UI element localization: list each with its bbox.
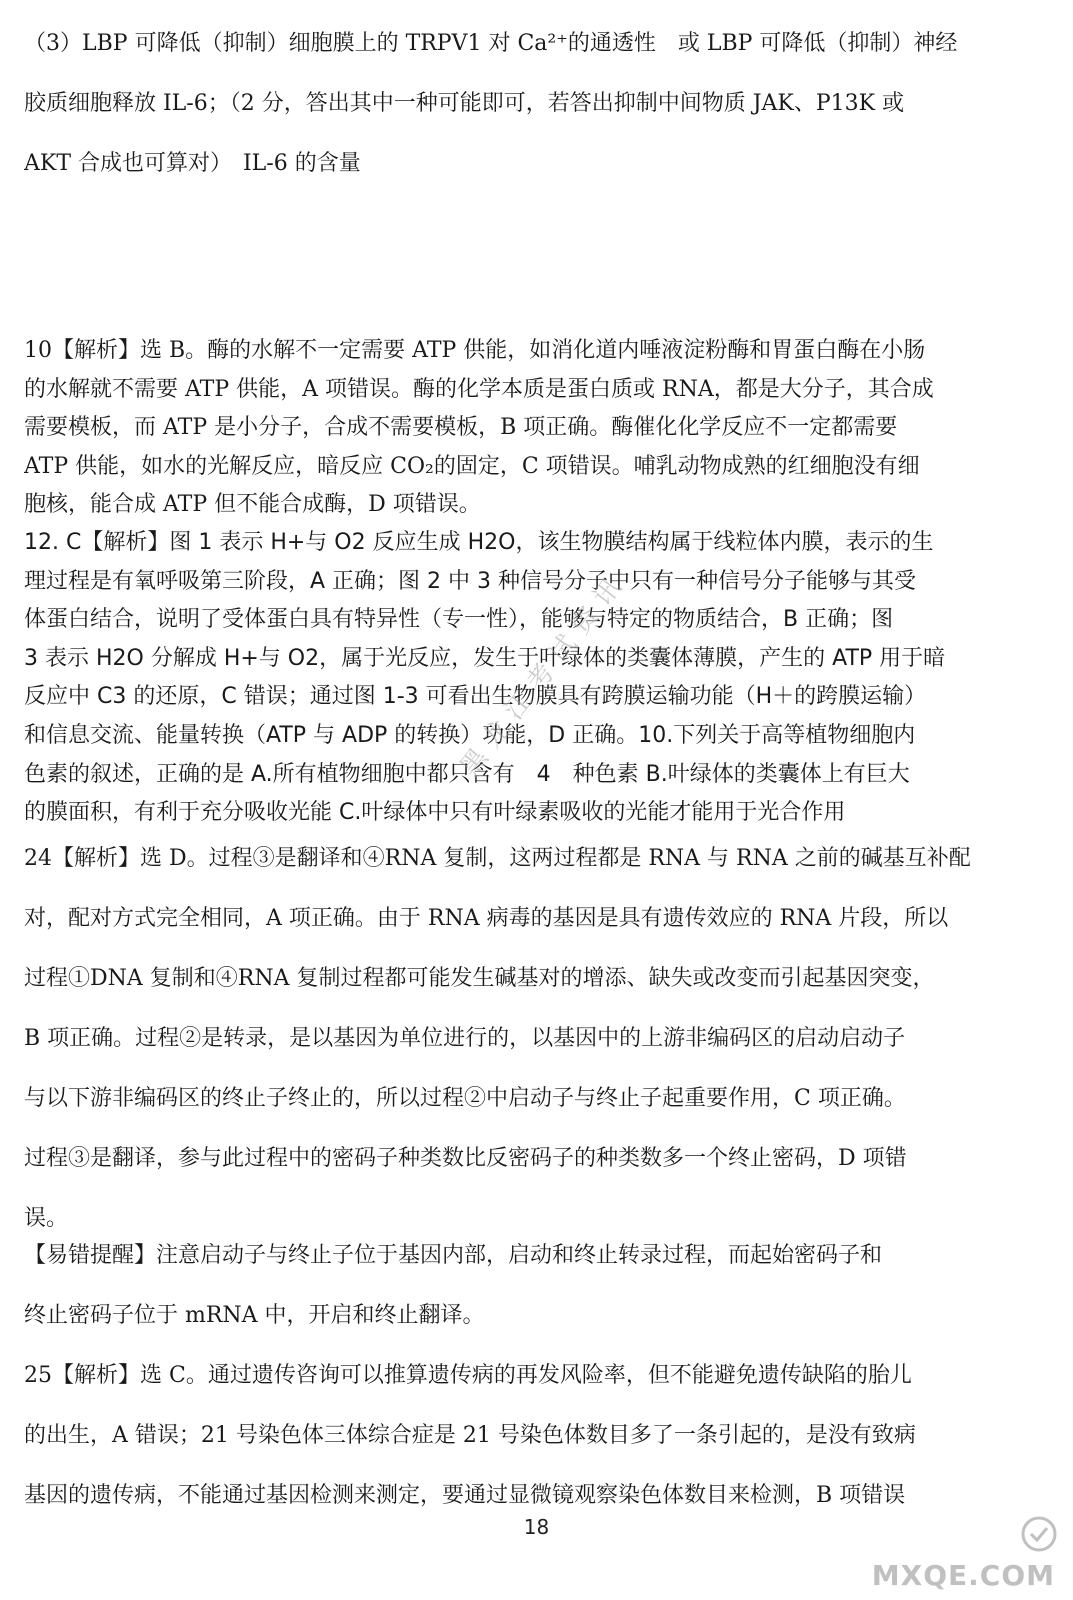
text-line: 【易错提醒】注意启动子与终止子位于基因内部，启动和终止转录过程，而起始密码子和 (24, 1243, 883, 1268)
answer-q10 (24, 332, 1036, 525)
text-line: 3 表示 H2O 分解成 H+与 O2，属于光反应，发生于叶绿体的类囊体薄膜，产生的 ATP 用于暗 (24, 645, 946, 671)
text-line: 对，配对方式完全相同，A 项正确。由于 RNA 病毒的基因是具有遗传效应的 RNA 片段，所以 (24, 906, 949, 931)
text-line: 10【解析】选 B。酶的水解不一定需要 ATP 供能，如消化道内唾液淀粉酶和胃蛋白酶在小肠 (24, 338, 926, 363)
text-line: 的膜面积，有利于充分吸收光能 C.叶绿体中只有叶绿素吸收的光能才能用于光合作用 (24, 800, 846, 826)
answer-q24 (24, 829, 1036, 1249)
text-line: （3）LBP 可降低（抑制）细胞膜上的 TRPV1 对 Ca²⁺的通透性 或 LBP 可降低（抑制）神经 (24, 31, 958, 56)
text-line: 误。 (24, 1206, 69, 1231)
answer-q12 (24, 524, 1036, 833)
text-line: AKT 合成也可算对） IL-6 的含量 (24, 151, 361, 176)
text-line: ATP 供能，如水的光解反应，暗反应 CO₂的固定，C 项错误。哺乳动物成熟的红细胞没有细 (24, 453, 920, 479)
answer-q25 (24, 1346, 1036, 1526)
text-line: 胞核，能合成 ATP 但不能合成酶，D 项错误。 (24, 492, 481, 518)
text-line: 过程①DNA 复制和④RNA 复制过程都可能发生碱基对的增添、缺失或改变而引起基因突变， (24, 966, 935, 991)
text-line: 12. C【解析】图 1 表示 H+与 O2 反应生成 H2O，该生物膜结构属于线粒体内膜，表示的生 (24, 530, 934, 555)
text-line: 24【解析】选 D。过程③是翻译和④RNA 复制，这两过程都是 RNA 与 RNA 之前的碱基互补配 (24, 846, 971, 871)
text-line: 胶质细胞释放 IL-6；（2 分，答出其中一种可能即可，若答出抑制中间物质 JAK、P13K 或 (24, 91, 905, 116)
text-line: 的水解就不需要 ATP 供能，A 项错误。酶的化学本质是蛋白质或 RNA，都是大分子，其合成 (24, 376, 934, 402)
error-tip (24, 1226, 1036, 1346)
text-line: 基因的遗传病，不能通过基因检测来测定，要通过显微镜观察染色体数目来检测，B 项错误 (24, 1483, 906, 1508)
text-line: 需要模板，而 ATP 是小分子，合成不需要模板，B 项正确。酶催化化学反应不一定都需要 (24, 415, 898, 441)
answer-q9-part3 (24, 14, 1036, 194)
text-line: 反应中 C3 的还原，C 错误；通过图 1-3 可看出生物膜具有跨膜运输功能（H＋的跨膜运输） (24, 684, 927, 710)
text-line: 25【解析】选 C。通过遗传咨询可以推算遗传病的再发风险率，但不能避免遗传缺陷的胎儿 (24, 1363, 912, 1388)
text-line: 理过程是有氧呼吸第三阶段，A 正确；图 2 中 3 种信号分子中只有一种信号分子能够与其受 (24, 568, 917, 594)
logo-url: MXQE.COM (871, 1559, 1055, 1592)
text-line: 体蛋白结合，说明了受体蛋白具有特异性（专一性），能够与特定的物质结合，B 正确；图 (24, 607, 894, 633)
text-line: B 项正确。过程②是转录，是以基因为单位进行的，以基因中的上游非编码区的启动启动子 (24, 1026, 906, 1051)
text-line: 终止密码子位于 mRNA 中，开启和终止翻译。 (24, 1303, 485, 1328)
text-line: 色素的叙述，正确的是 A.所有植物细胞中都只含有 4 种色素 B.叶绿体的类囊体上有巨大 (24, 761, 910, 787)
text-line: 与以下游非编码区的终止子终止的，所以过程②中启动子与终止子起重要作用，C 项正确。 (24, 1086, 906, 1111)
text-line: 的出生，A 错误；21 号染色体三体综合症是 21 号染色体数目多了一条引起的，是没有致病 (24, 1423, 916, 1448)
watermark-text: 黑龙江考试资讯 (454, 565, 634, 783)
page-number: 18 (523, 1515, 550, 1539)
text-line: 和信息交流、能量转换（ATP 与 ADP 的转换）功能，D 正确。10.下列关于高等植物细胞内 (24, 722, 916, 748)
text-line: 过程③是翻译，参与此过程中的密码子种类数比反密码子的种类数多一个终止密码，D 项错 (24, 1146, 907, 1171)
